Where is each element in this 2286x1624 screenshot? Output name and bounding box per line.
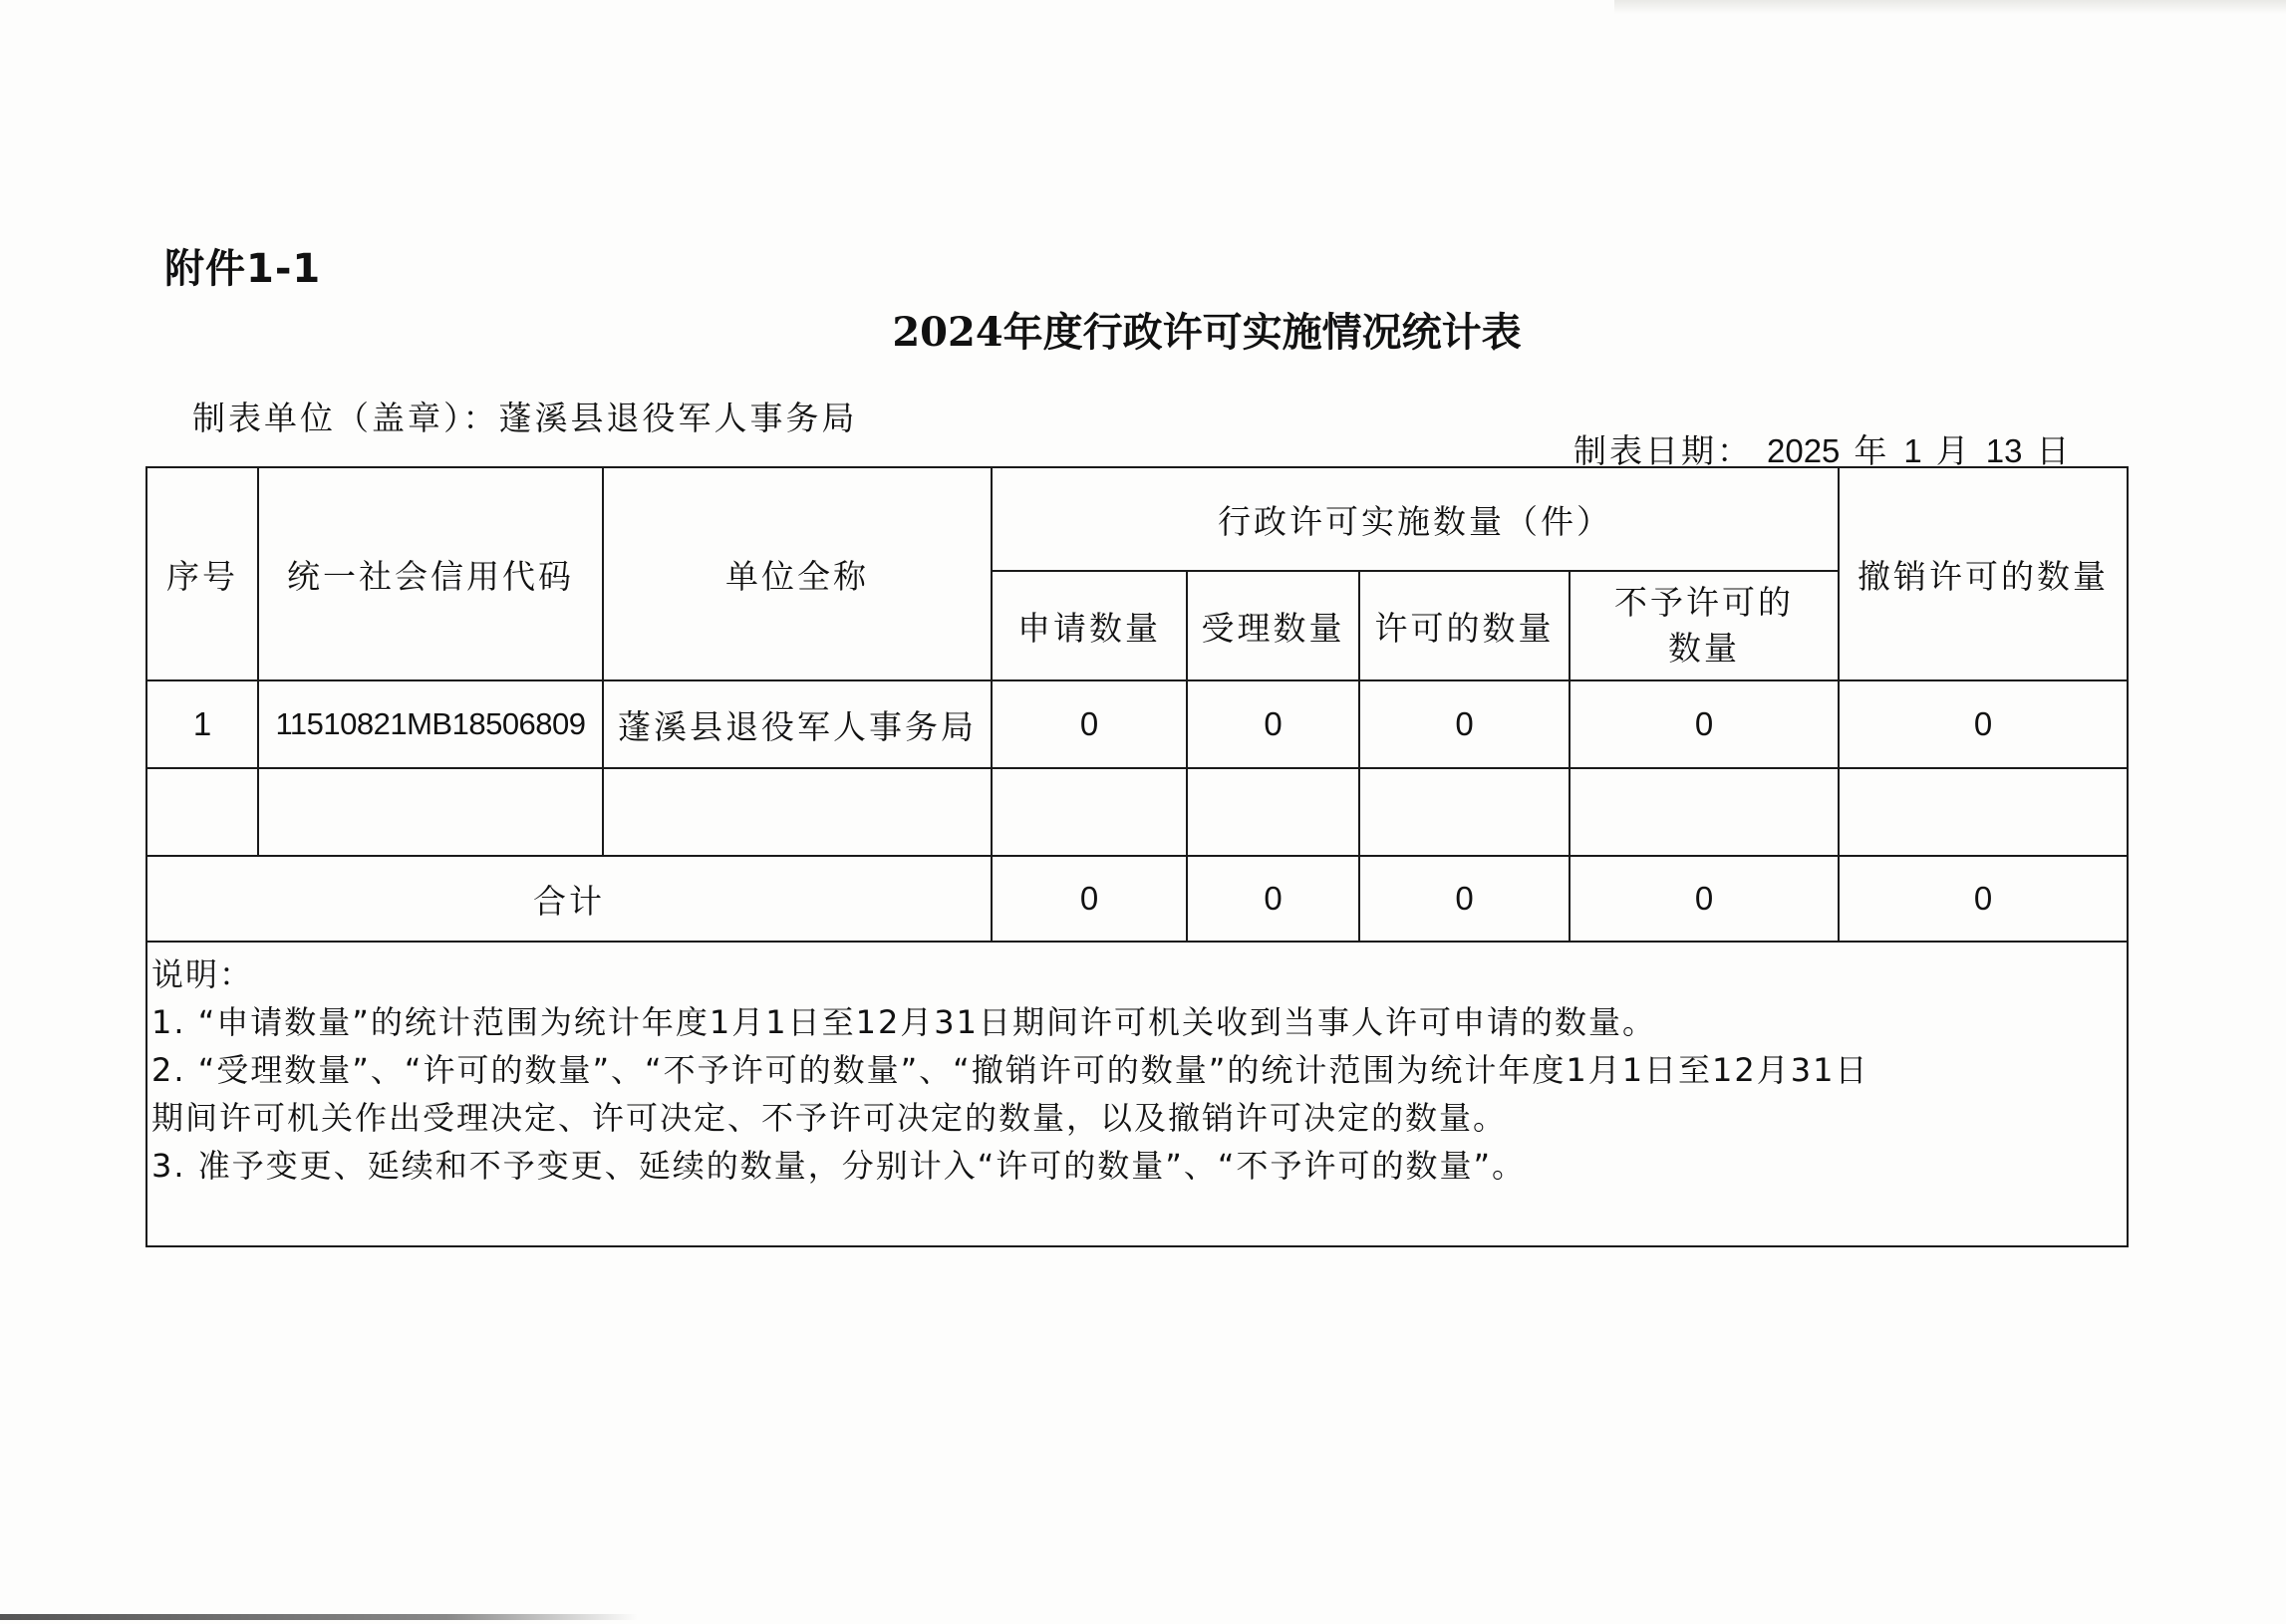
note-line-2-cont: 期间许可机关作出受理决定、许可决定、不予许可决定的数量，以及撤销许可决定的数量。 — [151, 1099, 1508, 1137]
total-applied: 0 — [992, 856, 1187, 942]
cell-seq — [146, 768, 258, 856]
header-seq: 序号 — [146, 467, 258, 680]
total-label: 合计 — [146, 856, 992, 942]
header-permitted: 许可的数量 — [1359, 571, 1570, 680]
issuing-unit-label: 制表单位（盖章）： — [192, 399, 499, 437]
date-day-unit: 日 — [2036, 431, 2073, 470]
cell-applied — [992, 768, 1187, 856]
scan-shadow-top — [1614, 0, 2286, 14]
header-not-permitted: 不予许可的数量 — [1570, 571, 1839, 680]
cell-accepted — [1187, 768, 1359, 856]
cell-permitted — [1359, 768, 1570, 856]
document-title: 2024年度行政许可实施情况统计表 — [892, 309, 1522, 356]
table-row — [146, 680, 2128, 768]
cell-revoked: 0 — [1839, 680, 2128, 768]
notes-row — [146, 942, 2128, 1246]
cell-unit-full-name: 蓬溪县退役军人事务局 — [603, 680, 992, 768]
header-applied: 申请数量 — [992, 571, 1187, 680]
cell-unit-full-name — [603, 768, 992, 856]
scan-shadow-bottom — [0, 1614, 638, 1620]
total-row — [146, 856, 2128, 942]
total-permitted: 0 — [1359, 856, 1570, 942]
header-accepted: 受理数量 — [1187, 571, 1359, 680]
notes-cell — [146, 942, 2128, 1246]
cell-accepted: 0 — [1187, 680, 1359, 768]
cell-revoked — [1839, 768, 2128, 856]
table-row — [146, 768, 2128, 856]
cell-credit-code — [258, 768, 603, 856]
total-not-permitted: 0 — [1570, 856, 1839, 942]
header-permit-count-group: 行政许可实施数量（件） — [992, 467, 1839, 571]
notes-title: 说明： — [151, 955, 254, 993]
total-accepted: 0 — [1187, 856, 1359, 942]
issuing-unit-line — [192, 393, 858, 439]
date-day: 13 — [1985, 432, 2023, 469]
cell-permitted: 0 — [1359, 680, 1570, 768]
date-month: 1 — [1903, 432, 1922, 469]
date-line — [1547, 387, 2072, 472]
date-year: 2025 — [1766, 432, 1841, 469]
attachment-label: 附件1-1 — [164, 246, 322, 292]
date-label: 制表日期： — [1572, 431, 1753, 470]
cell-applied: 0 — [992, 680, 1187, 768]
cell-not-permitted — [1570, 768, 1839, 856]
header-revoked: 撤销许可的数量 — [1839, 467, 2128, 680]
cell-seq: 1 — [146, 680, 258, 768]
note-line-1: 1. “申请数量”的统计范围为统计年度1月1日至12月31日期间许可机关收到当事人许可申请的数量。 — [151, 1003, 1657, 1041]
statistics-table — [145, 466, 2129, 1247]
note-line-2: 2. “受理数量”、“许可的数量”、“不予许可的数量”、“撤销许可的数量”的统计范围为统计年度1月1日至12月31日 — [151, 1051, 1869, 1089]
header-credit-code: 统一社会信用代码 — [258, 467, 603, 680]
cell-credit-code: 11510821MB18506809 — [258, 680, 603, 768]
note-line-3: 3. 准予变更、延续和不予变更、延续的数量，分别计入“许可的数量”、“不予许可的数量”。 — [151, 1147, 1527, 1185]
issuing-unit-name: 蓬溪县退役军人事务局 — [498, 399, 858, 437]
cell-not-permitted: 0 — [1570, 680, 1839, 768]
total-revoked: 0 — [1839, 856, 2128, 942]
date-year-unit: 年 — [1854, 431, 1890, 470]
date-month-unit: 月 — [1935, 431, 1972, 470]
header-unit-full-name: 单位全称 — [603, 467, 992, 680]
header-row-1 — [146, 467, 2128, 571]
